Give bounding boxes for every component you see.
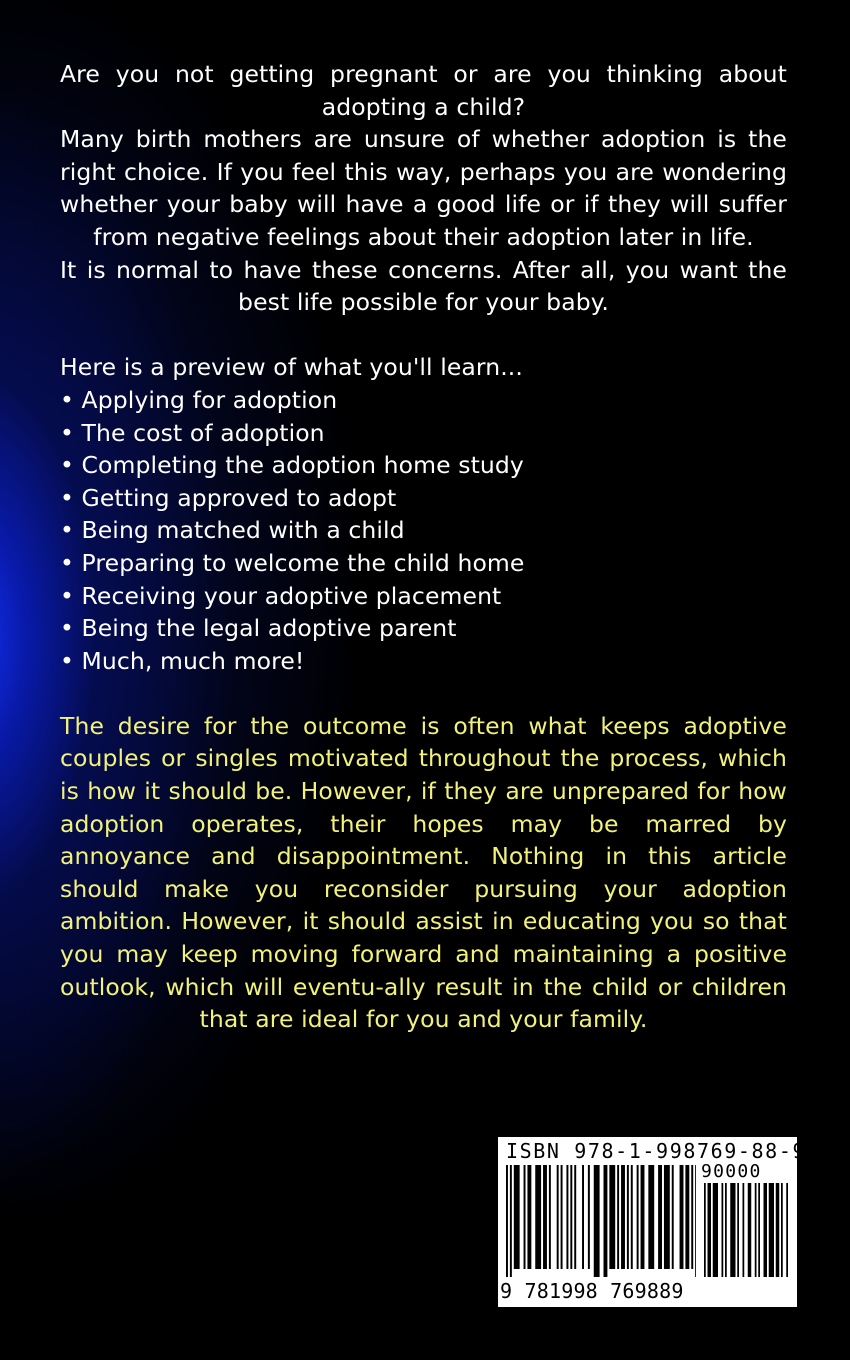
barcode-bar xyxy=(764,1183,768,1277)
barcode-bar xyxy=(658,1165,662,1269)
barcode-bar xyxy=(604,1165,608,1277)
barcode-bar xyxy=(781,1183,783,1277)
barcode-bar xyxy=(664,1165,670,1269)
list-item: • Being the legal adoptive parent xyxy=(60,614,457,643)
barcode-bar xyxy=(527,1165,531,1269)
barcode-bar xyxy=(574,1165,576,1269)
barcode-bar xyxy=(594,1165,600,1277)
barcode-bar xyxy=(510,1165,512,1277)
barcode-bar xyxy=(648,1165,654,1269)
barcode-bar xyxy=(786,1183,788,1277)
list-item: • Getting approved to adopt xyxy=(60,483,397,512)
barcode-bar xyxy=(543,1165,547,1269)
barcode-bar xyxy=(524,1165,526,1269)
barcode-bar xyxy=(557,1165,559,1269)
barcode-bar xyxy=(672,1165,674,1269)
barcode-bar xyxy=(609,1165,615,1269)
barcode-bar xyxy=(570,1165,572,1269)
barcode-bar xyxy=(566,1165,568,1269)
barcode-bar xyxy=(695,1165,696,1277)
barcode-bar xyxy=(637,1165,639,1269)
barcode-bar xyxy=(743,1183,745,1277)
barcode-bar xyxy=(561,1165,563,1269)
barcode-bar xyxy=(506,1165,508,1277)
barcode-bar xyxy=(588,1165,590,1269)
ean-digits: 9 781998 769889 xyxy=(500,1279,684,1303)
barcode-bar xyxy=(641,1165,645,1269)
preview-heading: Here is a preview of what you'll learn... xyxy=(60,353,523,382)
barcode-bar xyxy=(722,1183,724,1277)
back-cover-text xyxy=(60,58,787,1036)
list-item: • Receiving your adoptive placement xyxy=(60,581,502,610)
paragraph-spacer xyxy=(60,677,787,710)
barcode-bar xyxy=(725,1183,727,1277)
barcode-bar xyxy=(514,1165,520,1269)
barcode-bar xyxy=(713,1183,718,1277)
list-item: • Much, much more! xyxy=(60,646,305,675)
ean-barcode-bars xyxy=(506,1165,696,1279)
barcode-bar xyxy=(549,1165,551,1269)
list-item: • Preparing to welcome the child home xyxy=(60,548,525,577)
intro-reassurance: It is normal to have these concerns. After all, you want the best life possible for your baby. xyxy=(60,255,787,317)
barcode-bar xyxy=(685,1165,689,1269)
isbn-label: ISBN 978-1-998769-88-9 xyxy=(506,1139,807,1163)
barcode-bar xyxy=(769,1183,774,1277)
list-item: • The cost of adoption xyxy=(60,418,325,447)
barcode-bar xyxy=(708,1183,712,1277)
paragraph-spacer xyxy=(60,319,787,352)
barcode-bar xyxy=(776,1183,780,1277)
barcode-bar xyxy=(691,1165,693,1269)
barcode-bar xyxy=(704,1183,706,1277)
intro-paragraph: Many birth mothers are unsure of whether adoption is the right choice. If you feel this way, perhaps you are wondering whether your baby will have a good life or if they will suffer from negative feelings about their adoption later in life. xyxy=(60,125,787,251)
list-item: • Completing the adoption home study xyxy=(60,451,524,480)
barcode-bar xyxy=(748,1183,752,1277)
barcode-bar xyxy=(582,1165,584,1269)
price-addon-code: 90000 xyxy=(701,1161,762,1182)
barcode-bar xyxy=(758,1183,760,1277)
barcode-bar xyxy=(535,1165,541,1269)
addon-barcode-bars xyxy=(704,1183,790,1279)
barcode-bar xyxy=(730,1183,735,1277)
barcode-bar xyxy=(617,1165,619,1269)
barcode-bar xyxy=(631,1165,633,1269)
barcode-bar xyxy=(680,1165,684,1269)
intro-question: Are you not getting pregnant or are you thinking about adopting a child? xyxy=(60,60,787,121)
barcode-bar xyxy=(755,1183,757,1277)
isbn-barcode xyxy=(498,1137,807,1307)
preview-list xyxy=(60,384,787,677)
list-item: • Applying for adoption xyxy=(60,385,338,414)
closing-paragraph: The desire for the outcome is often what keeps adoptive couples or singles motivated throughout the process, which is how it should be. However, if they are unprepared for how adoption operates, their hopes may be marred by annoyance and disappointment. Nothing in this article should make you reconsider pursuing your adoption ambition. However, it should assist in educating you so that you may keep moving forward and maintaining a positive outlook, which will eventu-ally result in the child or children that are ideal for you and your family. xyxy=(60,711,787,1034)
list-item: • Being matched with a child xyxy=(60,516,405,545)
barcode-bar xyxy=(627,1165,629,1269)
barcode-bar xyxy=(621,1165,625,1269)
barcode-bar xyxy=(737,1183,739,1277)
